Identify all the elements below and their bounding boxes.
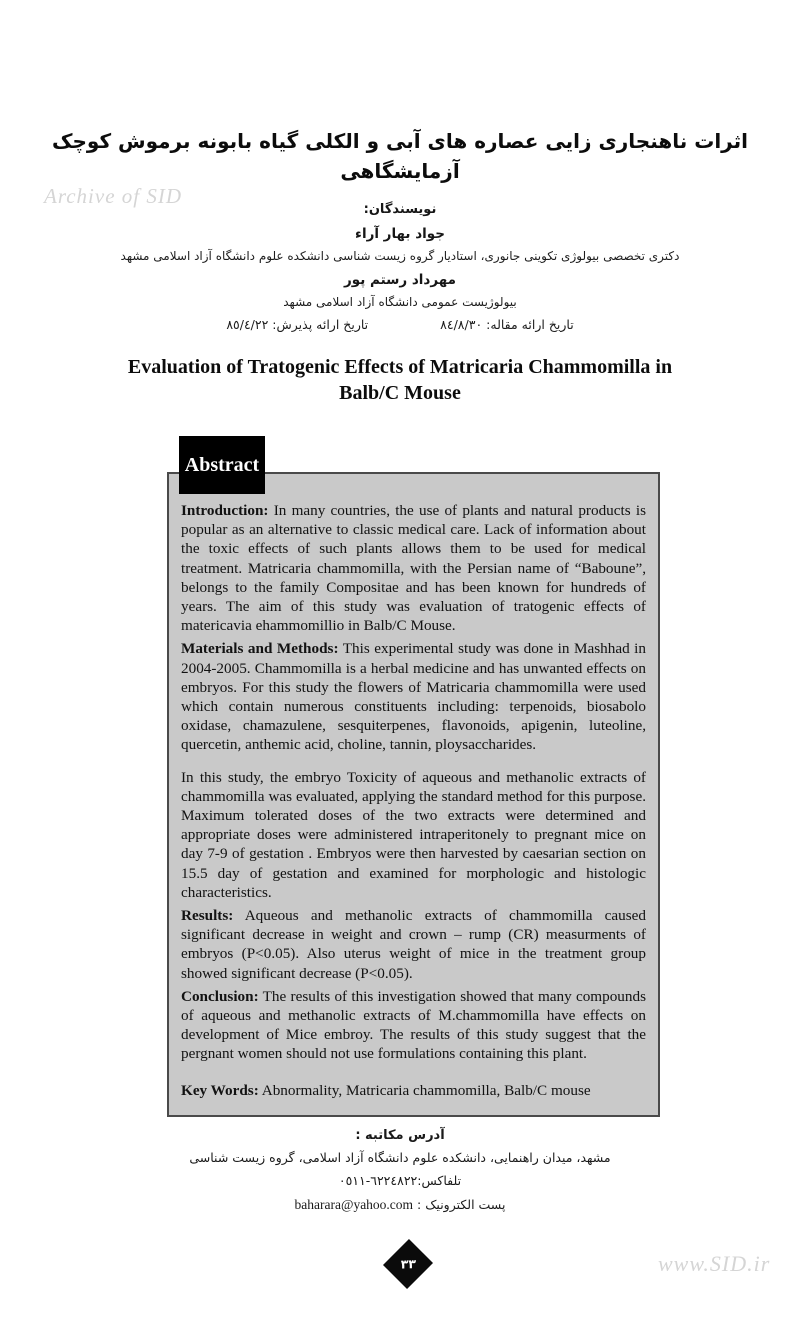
sid-url-watermark: www.SID.ir (658, 1251, 771, 1276)
persian-article-title: اثرات ناهنجاری زایی عصاره های آبی و الکلی گیاه بابونه برموش کوچک آزمایشگاهی (52, 129, 748, 183)
author-affiliation-2: بیولوژیست عمومی دانشگاه آزاد اسلامی مشهد (283, 295, 517, 309)
abstract-paragraph-methods (181, 639, 646, 754)
correspondence-block (0, 1128, 800, 1213)
abstract-section (167, 453, 660, 1117)
received-date-label: تاریخ ارائه مقاله: (486, 317, 574, 332)
accepted-date-value: ٨٥/٤/٢٢ (226, 317, 269, 332)
results-label: Results: (181, 907, 234, 925)
accepted-date-item (226, 317, 368, 332)
correspondence-address: مشهد، میدان راهنمایی، دانشکده علوم دانشگاه آزاد اسلامی، گروه زیست شناسی (189, 1149, 611, 1165)
received-date-item (440, 317, 574, 332)
abstract-paragraph-conclusion (181, 987, 646, 1064)
abstract-label-badge: Abstract (179, 436, 265, 494)
email-line (0, 1197, 800, 1213)
email-label: پست الکترونیک : (417, 1196, 506, 1212)
abstract-paragraph-toxicity (181, 768, 646, 902)
results-text: Aqueous and methanolic extracts of chammomilla caused significant decrease in weight and crown – rump (CR) measurments of embryos (P<0.05). Also uterus weight of mice in the treatment group showed significant decrease (P<0.05). (181, 907, 646, 982)
abstract-paragraph-introduction (181, 501, 646, 635)
keywords-label: Key Words: (181, 1081, 259, 1099)
archive-watermark: Archive of SID (44, 184, 183, 208)
conclusion-text: The results of this investigation showed that many compounds of aqueous and methanolic extracts of M.chammomilla have effects on development of Mice embroy. The results of this study suggest that the pergnant women should not use formulations containing this plant. (181, 987, 647, 1063)
methods-label: Materials and Methods: (181, 640, 339, 658)
toxicity-text: In this study, the embryo Toxicity of aqueous and methanolic extracts of chammomilla was evaluated, applying the standard method for this purpose. Maximum tolerated doses of the two extracts were determined and appropriate doses were administered intraperitonely to pregnant mice on day 7-9 of gestation . Embryos were then harvested by caesarian section on 15.5 day of gestation and examined for morphologic and histologic characteristics. (181, 768, 646, 901)
page-number: ٣٣ (400, 1256, 416, 1272)
accepted-date-label: تاریخ ارائه پذیرش: (272, 317, 369, 332)
email-address: baharara@yahoo.com (294, 1196, 414, 1212)
methods-text: This experimental study was done in Mashhad in 2004-2005. Chammomilla is a herbal medicine and has unwanted effects on embryos. For this study the flowers of Matricaria chammomilla were used which contain numerous constituents including: terpenoids, biosabolo oxidase, chamazulene, sesquiterpenes, flavonoids, apigenin, luteoline, quercetin, anthemic acid, choline, tannin, ploysaccharides. (181, 640, 646, 754)
scanned-paper-page (0, 126, 800, 1326)
telefax-line: تلفاکس:٦٢٢٤٨٢٢-٠٥١١ (338, 1172, 462, 1188)
author-affiliation-1: دکتری تخصصی بیولوژی تکوینی جانوری، استادیار گروه زیست شناسی دانشکده علوم دانشگاه آزاد اسلامی مشهد (120, 249, 680, 263)
correspondence-address-label: آدرس مکاتبه : (355, 1127, 445, 1143)
english-article-title: Evaluation of Tratogenic Effects of Matricaria Chammomilla in Balb/C Mouse (127, 356, 673, 404)
authors-section-label: نویسندگان: (363, 202, 437, 217)
conclusion-label: Conclusion: (181, 987, 259, 1005)
abstract-paragraph-results (181, 906, 646, 983)
abstract-body (167, 472, 660, 1117)
keywords-text: Abnormality, Matricaria chammomilla, Balb/C mouse (261, 1081, 591, 1099)
keywords-line (181, 1081, 646, 1100)
introduction-text: In many countries, the use of plants and natural products is popular as an alternative to classic medical care. Lack of information about the toxic effects of such plants allows them to be used for medical treatment. Matricaria chammomilla, with the Persian name of “Baboune”, belongs to the family Compositae and has been known for hundreds of years. The aim of this study was evaluation of tratogenic effects of matericavia ehammomillio in Balb/C Mouse. (181, 502, 646, 635)
page-number-diamond (383, 1239, 433, 1289)
introduction-label: Introduction: (181, 502, 269, 519)
submission-dates (0, 317, 800, 332)
author-name-1: جواد بهار آراء (355, 226, 445, 242)
author-name-2: مهرداد رستم پور (343, 272, 456, 288)
received-date-value: ٨٤/٨/٣٠ (440, 317, 483, 332)
